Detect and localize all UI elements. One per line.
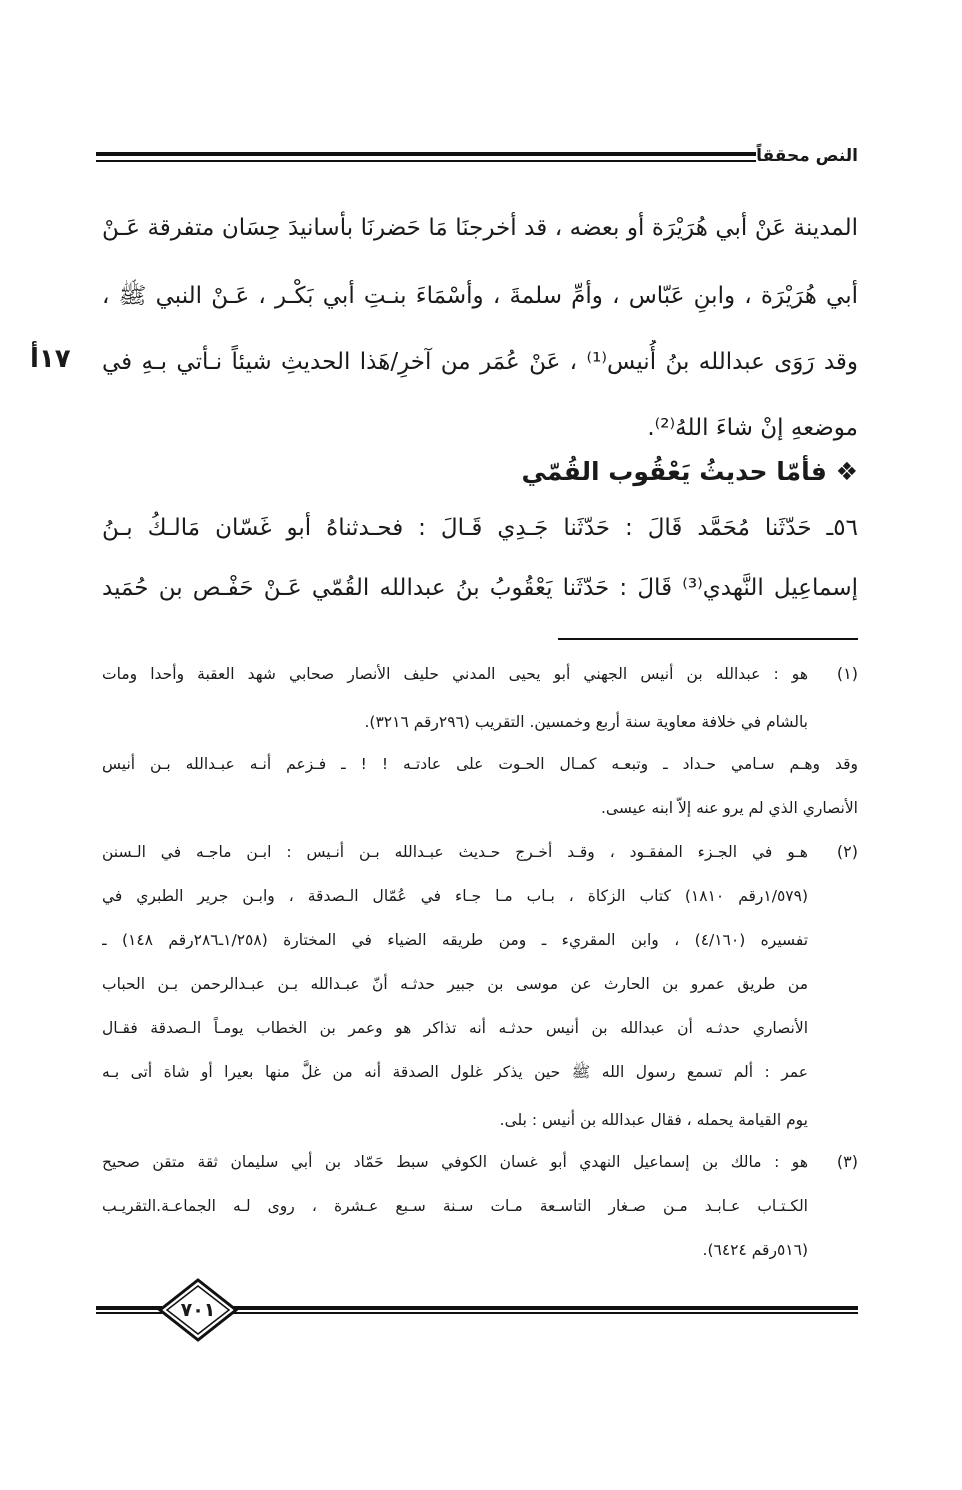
header-rule-left-thin xyxy=(96,160,160,162)
header-rule-right-thin xyxy=(104,160,756,162)
footer-rule-left xyxy=(96,1306,162,1314)
footnote-1-line-1: هو : عبدالله بن أنيس الجهني أبو يحيى المدني حليف الأنصار صحابي شهد العقبة وأحدا ومات xyxy=(102,665,808,683)
margin-folio-note: ١٧أ xyxy=(30,344,71,374)
footnote-number-3: (٣) xyxy=(836,1152,858,1171)
header-rule-left-thick xyxy=(96,152,160,156)
main-text-line-1: المدينة عَنْ أبي هُرَيْرَة أو بعضه ، قد أخرجنَا مَا حَضرنَا بأسانيدَ حِسَان متفرقة عَـنْ xyxy=(102,215,858,241)
hadith-line-2: إسماعِيل النَّهدي⁽³⁾ قَالَ : حَدّثَنا يَعْقُوبُ بنُ عبدالله القُمّي عَـنْ حَفْـص بن حُمَيد xyxy=(102,575,858,601)
footnote-3-line-3: (٥١٦رقم ٦٤٢٤). xyxy=(702,1241,808,1259)
footnote-2-line-2: (١/٥٧٩رقم ١٨١٠) كتاب الزكاة ، بـاب مـا جـاء في عُمّال الـصدقة ، وابـن جرير الطبري في xyxy=(102,887,808,905)
footnote-number-1: (١) xyxy=(836,664,858,683)
main-text-line-3: وقد رَوَى عبدالله بنُ أُنيس⁽¹⁾ ، عَنْ عُمَر من آخرِ/هَذا الحديثِ شيئاً نـأتي بـهِ في xyxy=(102,349,858,375)
footnote-2-line-5: الأنصاري حدثـه أن عبدالله بن أنيس حدثـه أنه تذاكر هو وعمر بن الخطاب يومـاً الـصدقة فقـال xyxy=(102,1019,808,1037)
section-heading: ❖ فأمّا حديثُ يَعْقُوب القُمّي xyxy=(521,457,858,486)
footnote-2-line-3: تفسيره (٤/١٦٠) ، وابن المقريء ـ ومن طريقه الضياء في المختارة (١/٢٥٨ـ٢٨٦رقم ١٤٨) ـ xyxy=(102,931,808,949)
footnote-number-2: (٢) xyxy=(836,842,858,861)
footnote-1-line-2: بالشام في خلافة معاوية سنة أربع وخمسين. التقريب (٢٩٦رقم ٣٢١٦). xyxy=(364,713,808,731)
footnote-3-line-1: هو : مالك بن إسماعيل النهدي أبو غسان الكوفي سبط حَمّاد بن أبي سليمان ثقة متقن صحيح xyxy=(102,1153,808,1171)
running-header xyxy=(758,140,858,172)
footnote-1-line-4: الأنصاري الذي لم يرو عنه إلاّ ابنه عيسى. xyxy=(600,799,858,817)
main-text-line-2: أبي هُرَيْرَة ، وابنِ عَبّاس ، وأمِّ سلمةَ ، وأسْمَاءَ بنـتِ أبي بَكْـر ، عَـنْ النبي ﷺ ، xyxy=(102,283,858,309)
main-text-line-4: موضعهِ إنْ شاءَ اللهُ⁽²⁾. xyxy=(647,415,858,441)
footnote-2-line-6: عمر : ألم تسمع رسول الله ﷺ حين يذكر غلول الصدقة أنه من غلَّ منها بعيرا أو شاة أتى بـه xyxy=(102,1063,808,1081)
footnote-separator xyxy=(558,638,858,640)
footnote-3-line-2: الكـتـاب عـابـد مـن صـغار التاسـعة مـات سـنة سـبع عـشرة ، روى لـه الجماعـة.التقريـب xyxy=(102,1197,808,1215)
footnote-1-line-3: وقد وهـم سـامي حـداد ـ وتبعـه كمـال الحـوت على عادتـه ! ! ـ فـزعم أنـه عبـدالله بـن أنيس xyxy=(102,755,858,773)
header-rule-right-thick xyxy=(104,152,756,156)
page-number: ٧٠١ xyxy=(180,1299,216,1321)
running-title: النص محققاً xyxy=(756,146,858,166)
hadith-line-1: ٥٦ـ حَدّثَنا مُحَمَّد قَالَ : حَدّثَنا جَـدِي قَـالَ : فحـدثناهُ أبو غَسّان مَالـكُ بـنُ xyxy=(102,515,858,541)
footnote-2-line-4: من طريق عمرو بن الحارث عن موسى بن جبير حدثـه أنّ عبـدالله بـن عبـدالرحمن بـن الحباب xyxy=(102,975,808,993)
footnote-2-line-1: هـو في الجـزء المفقـود ، وقـد أخـرج حـديث عبـدالله بـن أنـيس : ابـن ماجـه في الـسنن xyxy=(102,843,808,861)
footnote-2-line-7: يوم القيامة يحمله ، فقال عبدالله بن أنيس : بلى. xyxy=(499,1111,808,1129)
footer-rule-right xyxy=(218,1306,858,1314)
